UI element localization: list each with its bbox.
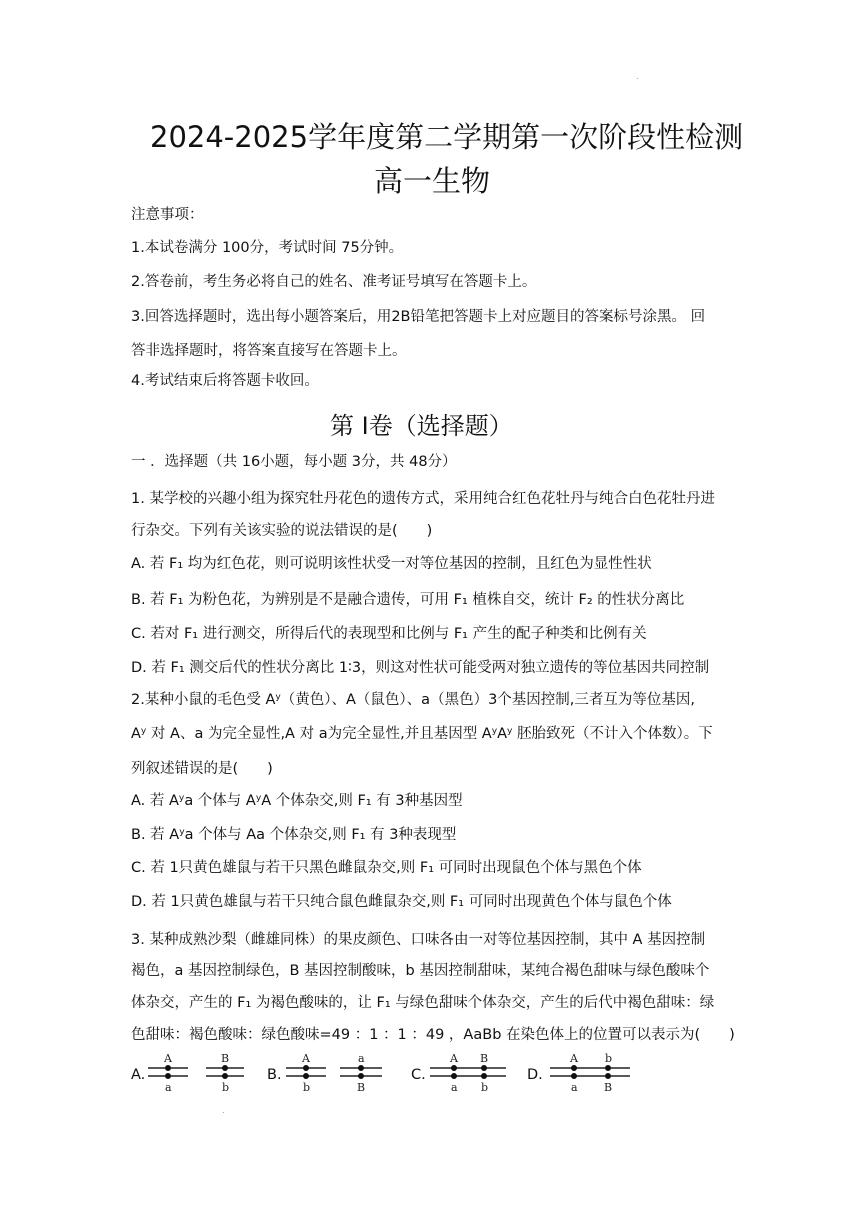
q3-stem-line2: 褐色，a 基因控制绿色，B 基因控制酸味，b 基因控制甜味，某纯合褐色甜味与绿色酸味个 xyxy=(131,963,710,979)
q3-option-a-label: A. xyxy=(131,1067,146,1083)
diag-b-c2-top: a xyxy=(358,1052,365,1065)
note-4: 4.考试结束后将答题卡收回。 xyxy=(131,373,319,389)
q3-stem-line1: 3. 某种成熟沙梨（雌雄同株）的果皮颜色、口味各由一对等位基因控制，其中 A 基因控制 xyxy=(131,932,706,948)
note-1: 1.本试卷满分 100分，考试时间 75分钟。 xyxy=(131,240,404,256)
diag-c-bot-1: a xyxy=(451,1081,458,1094)
diag-a-c2-top: B xyxy=(221,1052,230,1065)
page-mark-top: . xyxy=(636,72,639,81)
page-mark-bottom: . xyxy=(222,1106,225,1115)
exam-title: 2024-2025学年度第二学期第一次阶段性检测 xyxy=(150,120,744,154)
note-2: 2.答卷前，考生务必将自己的姓名、准考证号填写在答题卡上。 xyxy=(131,274,537,290)
diag-d-top-2: b xyxy=(605,1052,613,1065)
diag-b-c1-top: A xyxy=(302,1052,310,1065)
diag-d-top-1: A xyxy=(570,1052,578,1065)
note-3-line2: 答非选择题时，将答案直接写在答题卡上。 xyxy=(131,343,407,359)
q3-stem-line4: 色甜味：褐色酸味：绿色酸味=49 ：1 ：1 ：49 ，AaBb 在染色体上的位置可以表示为( ) xyxy=(131,1027,735,1043)
diag-c-top-2: B xyxy=(480,1052,489,1065)
q1-option-c: C. 若对 F₁ 进行测交，所得后代的表现型和比例与 F₁ 产生的配子种类和比例有关 xyxy=(131,626,647,642)
q2-option-b: B. 若 Aʸa 个体与 Aa 个体杂交,则 F₁ 有 3种表现型 xyxy=(131,827,457,843)
q2-option-c: C. 若 1只黄色雄鼠与若干只黑色雌鼠杂交,则 F₁ 可同时出现鼠色个体与黑色个体 xyxy=(131,860,642,876)
section-title: 第 I卷（选择题） xyxy=(330,412,513,440)
diag-d-bot-1: a xyxy=(571,1081,578,1094)
q3-option-c-label: C. xyxy=(411,1067,426,1083)
q3-stem-line3: 体杂交，产生的 F₁ 为褐色酸味的，让 F₁ 与绿色甜味个体杂交，产生的后代中褐色甜味：绿 xyxy=(131,995,715,1011)
diag-c-top-1: A xyxy=(450,1052,458,1065)
q3-diagram-b xyxy=(284,1048,384,1102)
q3-option-d-label: D. xyxy=(527,1067,543,1083)
exam-subject: 高一生物 xyxy=(374,164,491,198)
diag-b-c1-bot: b xyxy=(303,1081,311,1094)
notes-heading: 注意事项： xyxy=(131,207,204,223)
q1-option-a: A. 若 F₁ 均为红色花，则可说明该性状受一对等位基因的控制，且红色为显性性状 xyxy=(131,556,652,572)
q2-stem-line1: 2.某种小鼠的毛色受 Aʸ（黄色）、A（鼠色）、a（黑色）3个基因控制,三者互为等位基因, xyxy=(131,692,696,708)
q2-option-d: D. 若 1只黄色雄鼠与若干只纯合鼠色雌鼠杂交,则 F₁ 可同时出现黄色个体与鼠色个体 xyxy=(131,894,672,910)
q2-option-a: A. 若 Aʸa 个体与 AʸA 个体杂交,则 F₁ 有 3种基因型 xyxy=(131,793,463,809)
diag-c-bot-2: b xyxy=(481,1081,489,1094)
diag-d-bot-2: B xyxy=(604,1081,613,1094)
section-instructions: 一 ．选择题（共 16小题，每小题 3分，共 48分） xyxy=(131,454,457,470)
diag-b-c2-bot: B xyxy=(357,1081,366,1094)
q2-stem-line2: Aʸ 对 A、a 为完全显性,A 对 a为完全显性,并且基因型 AʸAʸ 胚胎致死（不计入个体数）。下 xyxy=(131,726,713,742)
diag-a-c1-top: A xyxy=(164,1052,172,1065)
q3-option-b-label: B. xyxy=(267,1067,282,1083)
diag-a-c2-bot: b xyxy=(222,1081,230,1094)
q3-diagram-c xyxy=(428,1048,508,1102)
q2-stem-line3: 列叙述错误的是( ) xyxy=(131,761,273,777)
q3-diagram-d xyxy=(548,1048,632,1102)
q1-stem-line2: 行杂交。下列有关该实验的说法错误的是( ) xyxy=(131,523,433,539)
q1-option-b: B. 若 F₁ 为粉色花，为辨别是不是融合遗传，可用 F₁ 植株自交，统计 F₂ 的性状分离比 xyxy=(131,592,685,608)
q1-stem-line1: 1. 某学校的兴趣小组为探究牡丹花色的遗传方式，采用纯合红色花牡丹与纯合白色花牡丹进 xyxy=(131,491,715,507)
diag-a-c1-bot: a xyxy=(165,1081,172,1094)
note-3-line1: 3.回答选择题时，选出每小题答案后，用2B铅笔把答题卡上对应题目的答案标号涂黑。 回 xyxy=(131,309,706,325)
q3-diagram-a xyxy=(146,1048,246,1102)
q1-option-d: D. 若 F₁ 测交后代的性状分离比 1∶3，则这对性状可能受两对独立遗传的等位基因共同控制 xyxy=(131,660,710,676)
